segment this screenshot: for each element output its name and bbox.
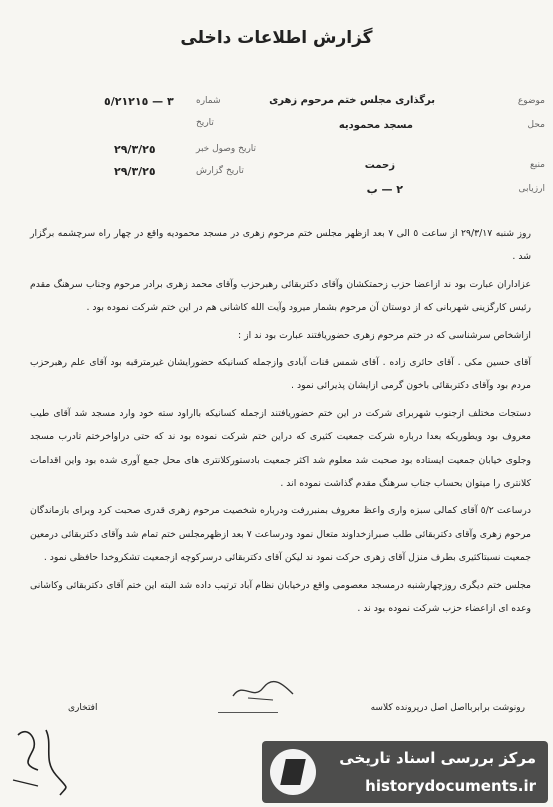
receipt-date-label: تاریخ گزارش (196, 166, 244, 176)
handwritten-signature (228, 676, 298, 706)
signature-line (218, 712, 278, 713)
watermark-banner (262, 741, 548, 803)
watermark-url: historydocuments.ir (365, 777, 536, 795)
report-body (30, 222, 531, 625)
paragraph-1: روز شنبه ٢٩/٣/١٧ از ساعت ٥ الی ٧ بعد ازظهر مجلس ختم مرحوم زهری در مسجد محمودیه واقع در چهار راه سرچشمه برگزار شد . (30, 228, 532, 263)
date-label: تاریخ (196, 118, 214, 128)
paragraph-3: ازاشخاص سرشناسی که در ختم مرحوم زهری حضوریافتند عبارت بود ند از : (238, 329, 531, 341)
evaluation-value: ٢ — ب (366, 183, 403, 196)
watermark-title: مرکز بررسی اسناد تاریخی (339, 749, 536, 767)
subject-value: برگذاری مجلس ختم مرحوم زهری (269, 95, 435, 106)
report-date-value: ٢٩/٣/٢٥ (114, 143, 156, 156)
paragraph-4: آقای حسین مکی . آقای حائری زاده . آقای شمس قنات آبادی وازجمله کسانیکه حضورایشان غیرمترقبه بود آقای علم رهبرحزب مردم بود وآقای دکتربقائی باخون گرمی ازایشان پذیرائی نمود . (30, 357, 531, 392)
archive-logo-icon (270, 749, 316, 795)
number-label: شماره (196, 96, 221, 106)
source-label: منبع (529, 160, 545, 170)
paragraph-2: عزاداران عبارت بود ند ازاعضا حزب زحمتکشان وآقای دکتربقائی رهبرحزب وآقای محمد زهری برادر مرحوم وجناب سرهنگ مقدم رئیس کارگزینی شهربانی که از دوستان آن مرحوم بشمار میرود وآیت الله کاشانی هم در این ختم شرکت نموده بود . (30, 278, 531, 314)
copy-note: رونوشت برابربااصل اصل درپرونده کلاسه (370, 703, 525, 713)
document-title: گزارش اطلاعات داخلی (180, 28, 373, 48)
place-label: محل (527, 120, 545, 130)
report-date-label: تاریخ وصول خبر (196, 144, 257, 154)
source-value: زحمت (364, 160, 395, 171)
paragraph-7: مجلس ختم دیگری روزچهارشنبه درمسجد معصومی واقع درخیابان نظام آباد ترتیب داده شد البته این ختم آقای دکتربقائی وکاشانی وعده ای ازاعضاء حزب شرکت نموده بود ند . (30, 579, 531, 615)
place-value: مسجد محمودیه (338, 120, 413, 131)
handwritten-note (8, 720, 78, 800)
paragraph-6: درساعت ٥/٢ آقای کمالی سبزه واری واعظ معروف بمنبررفت ودرباره شخصیت مرحوم زهری قدری صحبت کرد وبرای بازماندگان مرحوم زهری وآقای دکتربقائی طلب صبرازخداوند متعال نمود ودرساعت ٧ بعد ازظهرمجلس ختم تمام شد وآقای دکتربقائی درمعین جمعیت نسبتاکثیری بطرف منزل آقای زهری حرکت نمود ند لیکن آقای دکتربقائی درسرکوچه ازجمعیت تشکروخدا حافظی نمود . (30, 505, 531, 564)
evaluation-label: ارزیابی (518, 184, 545, 194)
signer-name: افتخاری (68, 703, 98, 713)
number-value: ٣ — ٥/٢١٢١٥ (104, 95, 174, 108)
receipt-date-value: ٢٩/٣/٢٥ (114, 165, 156, 178)
paragraph-5: دستجات مختلف ازجنوب شهربرای شرکت در این ختم حضوریافتند ازجمله کسانیکه بااراود سته خود وارد مسجد شد آقای طیب معروف بود ویطوریکه بعدا درباره شرکت جمعیت کثیری که دراین ختم شرکت نموده بود ند که حتی دراواخرختم تادرب مسجد وجلوی خیابان جمعیت ایستاده بود صحبت شد معلوم شد اکثر جمعیت بادستورکلانتری های محل جمع آوری شده بود واین اقدامات کلانتری را میتوان بحساب جناب سرهنگ مقدم گذاشت نموده اند . (30, 407, 531, 490)
subject-label: موضوع (517, 96, 545, 106)
